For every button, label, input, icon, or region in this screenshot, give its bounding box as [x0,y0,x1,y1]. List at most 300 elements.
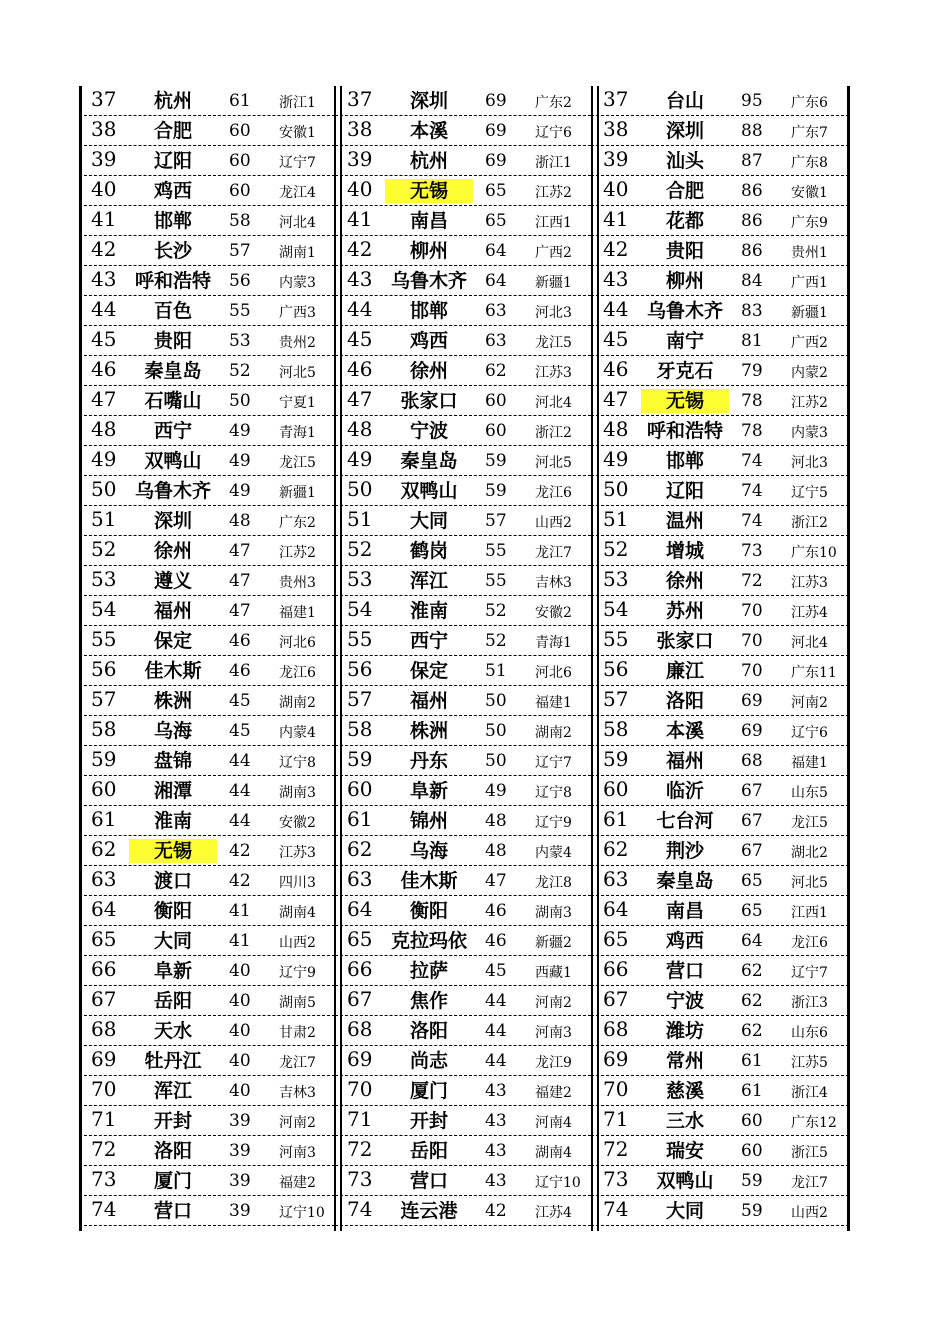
count-cell: 78 [741,421,763,441]
rank-cell: 60 [347,777,373,801]
city-name: 台山 [665,90,704,112]
city-name: 淮南 [409,600,448,622]
count-cell: 45 [485,961,507,981]
region-code-cell: 龙江6 [279,665,316,681]
count-cell: 60 [741,1141,763,1161]
city-cell [635,746,735,776]
city-cell [635,566,735,596]
table-row [79,896,335,926]
city-name: 柳州 [665,270,704,292]
city-name: 岳阳 [409,1140,448,1162]
region-code-cell: 山西2 [535,515,572,531]
table-row [79,446,335,476]
city-name: 佳木斯 [400,870,458,892]
city-cell [635,1106,735,1136]
city-name: 深圳 [665,120,704,142]
count-cell: 86 [741,211,763,231]
count-cell: 65 [485,181,507,201]
rank-cell: 57 [603,687,629,711]
rank-cell: 72 [91,1137,117,1161]
city-name: 乌鲁木齐 [646,300,723,322]
city-name: 徐州 [409,360,448,382]
city-cell [123,776,223,806]
count-cell: 69 [485,91,507,111]
region-code-cell: 山东6 [791,1025,828,1041]
region-code-cell: 福建2 [535,1085,572,1101]
rank-cell: 37 [347,87,373,111]
table-row [79,416,335,446]
city-name: 温州 [665,510,704,532]
region-code-cell: 新疆1 [791,305,828,321]
city-cell [123,1166,223,1196]
count-cell: 73 [741,541,763,561]
count-cell: 52 [485,601,507,621]
count-cell: 59 [485,451,507,471]
region-code-cell: 辽宁10 [279,1205,325,1221]
count-cell: 63 [485,301,507,321]
region-code-cell: 广西1 [791,275,828,291]
city-cell [635,536,735,566]
rank-cell: 73 [91,1167,117,1191]
table-row [79,1196,335,1226]
city-name: 本溪 [665,720,704,742]
region-code-cell: 浙江5 [791,1145,828,1161]
count-cell: 83 [741,301,763,321]
city-name: 锦州 [409,810,448,832]
city-name: 大同 [665,1200,704,1222]
city-name: 开封 [153,1110,192,1132]
table-row [591,1106,849,1136]
rank-cell: 39 [603,147,629,171]
count-cell: 49 [485,781,507,801]
region-code-cell: 安徽1 [791,185,828,201]
city-name: 乌海 [409,840,448,862]
rank-cell: 70 [91,1077,117,1101]
table-row [79,866,335,896]
city-name: 贵阳 [665,240,704,262]
region-code-cell: 福建1 [535,695,572,711]
city-cell [123,1076,223,1106]
count-cell: 50 [485,721,507,741]
city-cell [635,446,735,476]
count-cell: 79 [741,361,763,381]
city-name: 大同 [153,930,192,952]
table-row [335,476,591,506]
city-cell [635,1136,735,1166]
rank-cell: 60 [91,777,117,801]
city-cell [379,866,479,896]
table-row [335,326,591,356]
count-cell: 44 [485,1051,507,1071]
rank-cell: 53 [603,567,629,591]
city-name: 丹东 [409,750,448,772]
region-code-cell: 江苏3 [535,365,572,381]
table-row [79,206,335,236]
table-row [591,416,849,446]
table-row [79,1106,335,1136]
region-code-cell: 辽宁5 [791,485,828,501]
table-row [335,416,591,446]
city-cell [123,1136,223,1166]
rank-cell: 62 [347,837,373,861]
region-code-cell: 内蒙2 [791,365,828,381]
table-row [591,986,849,1016]
rank-cell: 56 [347,657,373,681]
count-cell: 64 [741,931,763,951]
city-cell [379,416,479,446]
city-name: 长沙 [153,240,192,262]
table-row [79,1136,335,1166]
region-code-cell: 龙江6 [791,935,828,951]
table-row [79,476,335,506]
table-row [79,956,335,986]
city-cell [123,626,223,656]
city-cell [123,116,223,146]
rank-cell: 55 [603,627,629,651]
city-cell [379,86,479,116]
rank-cell: 65 [347,927,373,951]
region-code-cell: 四川3 [279,875,316,891]
table-row [335,836,591,866]
city-name: 柳州 [409,240,448,262]
table-row [335,566,591,596]
rank-cell: 48 [91,417,117,441]
city-name: 洛阳 [409,1020,448,1042]
table-row [591,176,849,206]
city-cell [123,716,223,746]
table-row [335,536,591,566]
region-code-cell: 湖南4 [535,1145,572,1161]
rank-cell: 68 [347,1017,373,1041]
table-row [79,86,335,116]
table-row [591,926,849,956]
rank-cell: 48 [603,417,629,441]
rank-cell: 67 [91,987,117,1011]
rank-cell: 59 [603,747,629,771]
city-name: 三水 [665,1110,704,1132]
city-cell [123,536,223,566]
city-name: 临沂 [665,780,704,802]
count-cell: 44 [485,1021,507,1041]
rank-cell: 63 [603,867,629,891]
count-cell: 62 [485,361,507,381]
city-cell [123,416,223,446]
rank-cell: 73 [603,1167,629,1191]
count-cell: 60 [485,421,507,441]
city-cell [379,356,479,386]
rank-cell: 49 [91,447,117,471]
region-code-cell: 湖北2 [791,845,828,861]
city-cell [635,656,735,686]
region-code-cell: 新疆1 [535,275,572,291]
city-cell [635,896,735,926]
city-cell [379,236,479,266]
city-name: 佳木斯 [144,660,202,682]
city-cell [123,806,223,836]
table-row [79,686,335,716]
city-name: 深圳 [153,510,192,532]
count-cell: 67 [741,811,763,831]
city-name: 福州 [665,750,704,772]
rank-cell: 58 [603,717,629,741]
city-name: 福州 [153,600,192,622]
region-code-cell: 湖南4 [279,905,316,921]
region-code-cell: 安徽2 [279,815,316,831]
rank-cell: 46 [91,357,117,381]
table-row [335,296,591,326]
table-row [591,656,849,686]
rank-cell: 53 [347,567,373,591]
count-cell: 44 [229,781,251,801]
city-name: 厦门 [153,1170,192,1192]
region-code-cell: 浙江3 [791,995,828,1011]
city-name: 无锡 [153,840,192,862]
count-cell: 44 [485,991,507,1011]
region-code-cell: 龙江7 [279,1055,316,1071]
region-code-cell: 青海1 [535,635,572,651]
region-code-cell: 湖南3 [535,905,572,921]
region-code-cell: 河南2 [279,1115,316,1131]
table-row [591,1016,849,1046]
city-cell [635,416,735,446]
table-row [591,206,849,236]
ranking-column-2 [335,86,591,1231]
city-name: 牙克石 [656,360,714,382]
city-cell [379,1076,479,1106]
count-cell: 47 [485,871,507,891]
city-name: 秦皇岛 [656,870,714,892]
table-row [79,296,335,326]
table-row [591,746,849,776]
count-cell: 57 [229,241,251,261]
city-name: 株洲 [153,690,192,712]
table-row [79,236,335,266]
rank-cell: 66 [91,957,117,981]
city-name: 廉江 [665,660,704,682]
region-code-cell: 河南2 [791,695,828,711]
city-name: 七台河 [656,810,714,832]
city-name: 辽阳 [153,150,192,172]
region-code-cell: 河北6 [279,635,316,651]
city-cell [379,836,479,866]
city-cell [379,956,479,986]
city-cell [635,596,735,626]
city-cell [635,296,735,326]
count-cell: 50 [229,391,251,411]
table-row [79,926,335,956]
city-cell [123,1106,223,1136]
city-cell [379,1016,479,1046]
city-cell [379,1136,479,1166]
table-row [335,686,591,716]
city-name: 乌海 [153,720,192,742]
table-row [335,206,591,236]
table-row [335,446,591,476]
city-cell [379,566,479,596]
table-row [335,806,591,836]
count-cell: 63 [485,331,507,351]
count-cell: 40 [229,1021,251,1041]
table-row [591,686,849,716]
city-cell [635,956,735,986]
city-name: 连云港 [400,1200,458,1222]
city-name: 潍坊 [665,1020,704,1042]
rank-cell: 52 [91,537,117,561]
city-cell [635,386,735,416]
region-code-cell: 河北4 [279,215,316,231]
city-name: 洛阳 [665,690,704,712]
city-cell [635,176,735,206]
count-cell: 40 [229,961,251,981]
table-row [591,296,849,326]
region-code-cell: 江西1 [535,215,572,231]
rank-cell: 69 [91,1047,117,1071]
count-cell: 87 [741,151,763,171]
count-cell: 60 [741,1111,763,1131]
count-cell: 47 [229,541,251,561]
city-name: 增城 [665,540,704,562]
city-name: 遵义 [153,570,192,592]
count-cell: 39 [229,1141,251,1161]
region-code-cell: 河北3 [791,455,828,471]
city-cell [635,116,735,146]
table-row [335,716,591,746]
region-code-cell: 龙江5 [535,335,572,351]
rank-cell: 55 [347,627,373,651]
city-name: 辽阳 [665,480,704,502]
table-row [591,446,849,476]
city-name: 鸡西 [153,180,192,202]
table-row [591,536,849,566]
table-row [591,506,849,536]
rank-cell: 59 [347,747,373,771]
city-name: 徐州 [665,570,704,592]
rank-cell: 68 [603,1017,629,1041]
rank-cell: 56 [603,657,629,681]
rank-cell: 42 [347,237,373,261]
city-cell [379,1166,479,1196]
region-code-cell: 湖南5 [279,995,316,1011]
city-cell [123,1016,223,1046]
rank-cell: 74 [347,1197,373,1221]
rank-cell: 70 [347,1077,373,1101]
region-code-cell: 广东11 [791,665,837,681]
count-cell: 42 [229,871,251,891]
table-row [335,1136,591,1166]
rank-cell: 44 [91,297,117,321]
rank-cell: 41 [603,207,629,231]
city-cell [123,596,223,626]
count-cell: 59 [741,1171,763,1191]
table-row [79,566,335,596]
count-cell: 61 [741,1051,763,1071]
rank-cell: 38 [603,117,629,141]
rank-cell: 74 [603,1197,629,1221]
table-row [591,1046,849,1076]
city-cell [379,386,479,416]
count-cell: 59 [741,1201,763,1221]
table-row [79,986,335,1016]
city-name: 双鸭山 [144,450,202,472]
table-row [591,86,849,116]
region-code-cell: 内蒙4 [279,725,316,741]
city-name: 洛阳 [153,1140,192,1162]
count-cell: 45 [229,691,251,711]
city-name: 无锡 [409,180,448,202]
rank-cell: 40 [91,177,117,201]
city-cell [635,1076,735,1106]
table-row [79,656,335,686]
rank-cell: 53 [91,567,117,591]
table-row [79,356,335,386]
region-code-cell: 湖南3 [279,785,316,801]
city-name: 呼和浩特 [646,420,723,442]
rank-cell: 64 [347,897,373,921]
region-code-cell: 辽宁7 [791,965,828,981]
count-cell: 67 [741,781,763,801]
rank-cell: 56 [91,657,117,681]
rank-cell: 45 [347,327,373,351]
region-code-cell: 湖南2 [279,695,316,711]
city-name: 南昌 [665,900,704,922]
rank-cell: 42 [91,237,117,261]
region-code-cell: 辽宁8 [535,785,572,801]
city-name: 阜新 [153,960,192,982]
rank-cell: 55 [91,627,117,651]
city-cell [379,116,479,146]
table-row [335,866,591,896]
table-row [335,626,591,656]
rank-cell: 60 [603,777,629,801]
city-cell [635,986,735,1016]
city-name: 深圳 [409,90,448,112]
count-cell: 49 [229,421,251,441]
city-cell [123,686,223,716]
table-row [79,596,335,626]
count-cell: 60 [229,151,251,171]
city-name: 湘潭 [153,780,192,802]
rank-cell: 39 [347,147,373,171]
city-name: 邯郸 [153,210,192,232]
rank-cell: 48 [347,417,373,441]
city-cell [123,386,223,416]
table-row [335,596,591,626]
count-cell: 67 [741,841,763,861]
count-cell: 52 [229,361,251,381]
city-name: 南宁 [665,330,704,352]
region-code-cell: 河南2 [535,995,572,1011]
table-row [335,1196,591,1226]
region-code-cell: 江西1 [791,905,828,921]
city-cell [123,866,223,896]
table-row [335,266,591,296]
region-code-cell: 辽宁9 [535,815,572,831]
region-code-cell: 山东5 [791,785,828,801]
count-cell: 50 [485,691,507,711]
city-cell [123,326,223,356]
city-name: 浑江 [153,1080,192,1102]
rank-cell: 62 [603,837,629,861]
region-code-cell: 江苏3 [791,575,828,591]
city-cell [123,956,223,986]
region-code-cell: 龙江6 [535,485,572,501]
city-cell [379,266,479,296]
region-code-cell: 新疆1 [279,485,316,501]
rank-cell: 49 [347,447,373,471]
rank-cell: 57 [91,687,117,711]
city-cell [635,476,735,506]
region-code-cell: 内蒙4 [535,845,572,861]
